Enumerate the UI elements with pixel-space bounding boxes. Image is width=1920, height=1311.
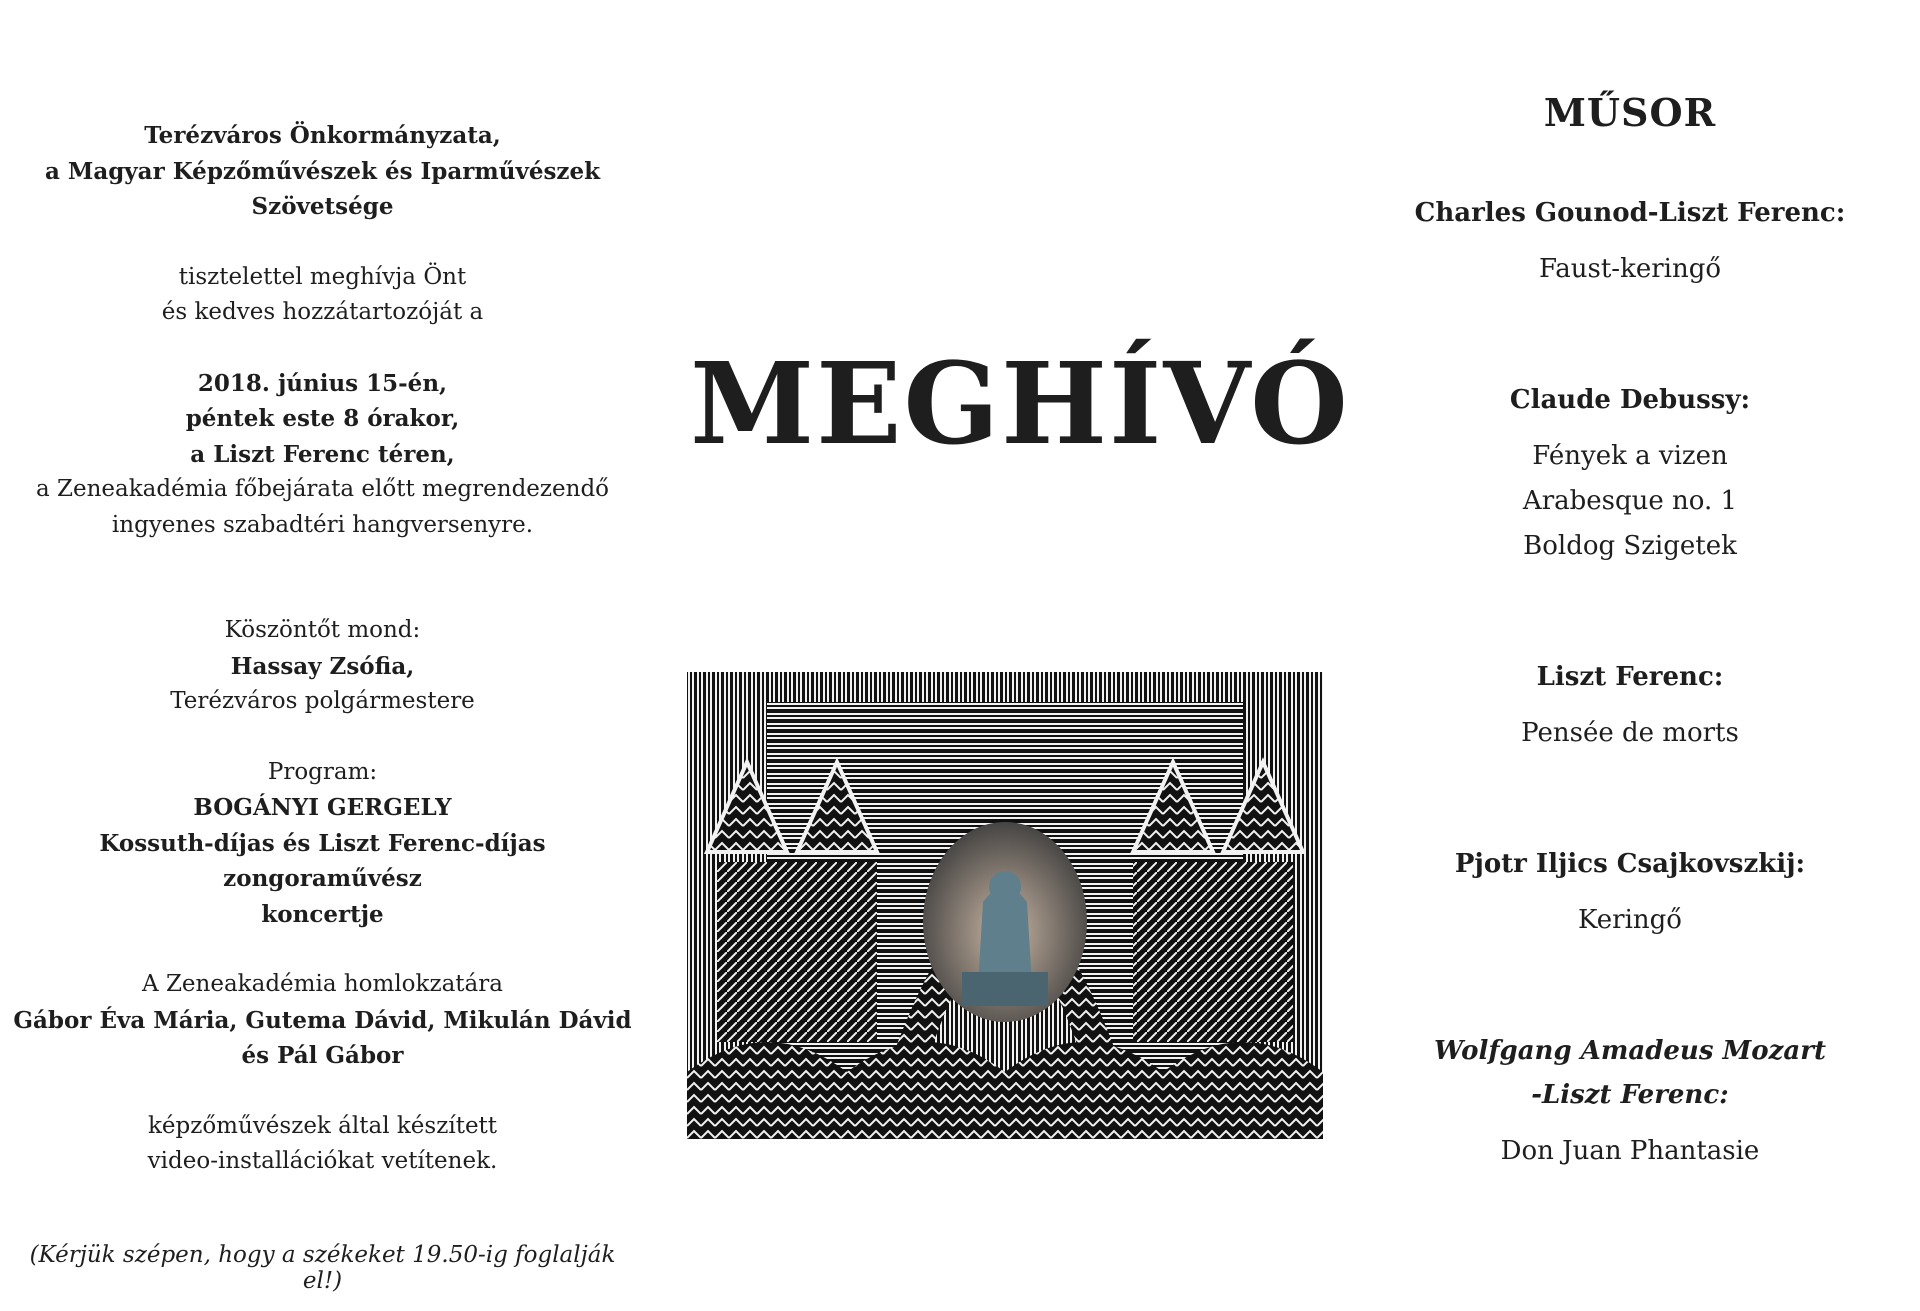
program-block — [1390, 842, 1870, 943]
composer-name: Pjotr Iljics Csajkovszkij: — [1454, 849, 1806, 879]
facade-artwork — [687, 672, 1323, 1139]
projection-line: képzőművészek által készített — [147, 1112, 498, 1139]
program-block — [1390, 191, 1870, 292]
organizer-line: Terézváros Önkormányzata, — [144, 122, 501, 149]
projection-line: video-installációkat vetítenek. — [147, 1148, 498, 1174]
invite-line: és kedves hozzátartozóját a — [161, 299, 484, 325]
facade-artwork-image — [687, 672, 1323, 1139]
venue-line: a Zeneakadémia főbejárata előtt megrendezendő — [35, 476, 610, 502]
venue-line: ingyenes szabadtéri hangversenyre. — [111, 511, 534, 538]
greeting-name: Hassay Zsófia, — [230, 652, 415, 680]
performer-event: koncertje — [261, 900, 384, 928]
piece-title: Fények a vizen — [1532, 441, 1728, 471]
program-block — [1390, 378, 1870, 569]
program-block — [1390, 655, 1870, 756]
piece-title: Faust-keringő — [1538, 254, 1722, 284]
piece-title: Don Juan Phantasie — [1500, 1136, 1760, 1166]
seating-note: (Kérjük szépen, hogy a székeket 19.50-ig foglalják el!) — [29, 1242, 616, 1294]
piece-title: Keringő — [1578, 905, 1682, 935]
performer-name: BOGÁNYI GERGELY — [193, 794, 452, 821]
artists-line: Gábor Éva Mária, Gutema Dávid, Mikulán Dávid — [13, 1006, 632, 1034]
piece-title: Boldog Szigetek — [1523, 531, 1737, 561]
program-label: Program: — [267, 758, 378, 785]
invite-line: tisztelettel meghívja Önt — [178, 263, 467, 290]
composer-name: Charles Gounod-Liszt Ferenc: — [1414, 198, 1846, 228]
greeting-title: Terézváros polgármestere — [170, 688, 475, 714]
organizer-line: a Magyar Képzőművészek és Iparművészek Szövetsége — [44, 157, 601, 220]
composer-name: Liszt Ferenc: — [1536, 662, 1724, 692]
place-line: a Liszt Ferenc téren, — [190, 440, 455, 468]
piece-title: Pensée de morts — [1521, 718, 1739, 748]
date-line: 2018. június 15-én, — [197, 369, 448, 397]
program-column — [1390, 90, 1870, 1260]
composer-name: -Liszt Ferenc: — [1531, 1080, 1729, 1110]
greeting-label: Köszöntőt mond: — [224, 617, 421, 643]
program-heading: MŰSOR — [1543, 90, 1717, 135]
time-line: péntek este 8 órakor, — [185, 405, 460, 432]
piece-title: Arabesque no. 1 — [1522, 486, 1738, 516]
invitation-text — [10, 118, 635, 1180]
program-block — [1390, 1029, 1870, 1174]
facade-label: A Zeneakadémia homlokzatára — [142, 971, 503, 997]
composer-name: Claude Debussy: — [1509, 385, 1751, 415]
composer-name: Wolfgang Amadeus Mozart — [1434, 1036, 1826, 1066]
performer-description: Kossuth-díjas és Liszt Ferenc-díjas zongoraművész — [99, 829, 546, 892]
page-title: MEGHÍVÓ — [690, 339, 1350, 470]
artists-line: és Pál Gábor — [241, 1042, 404, 1069]
